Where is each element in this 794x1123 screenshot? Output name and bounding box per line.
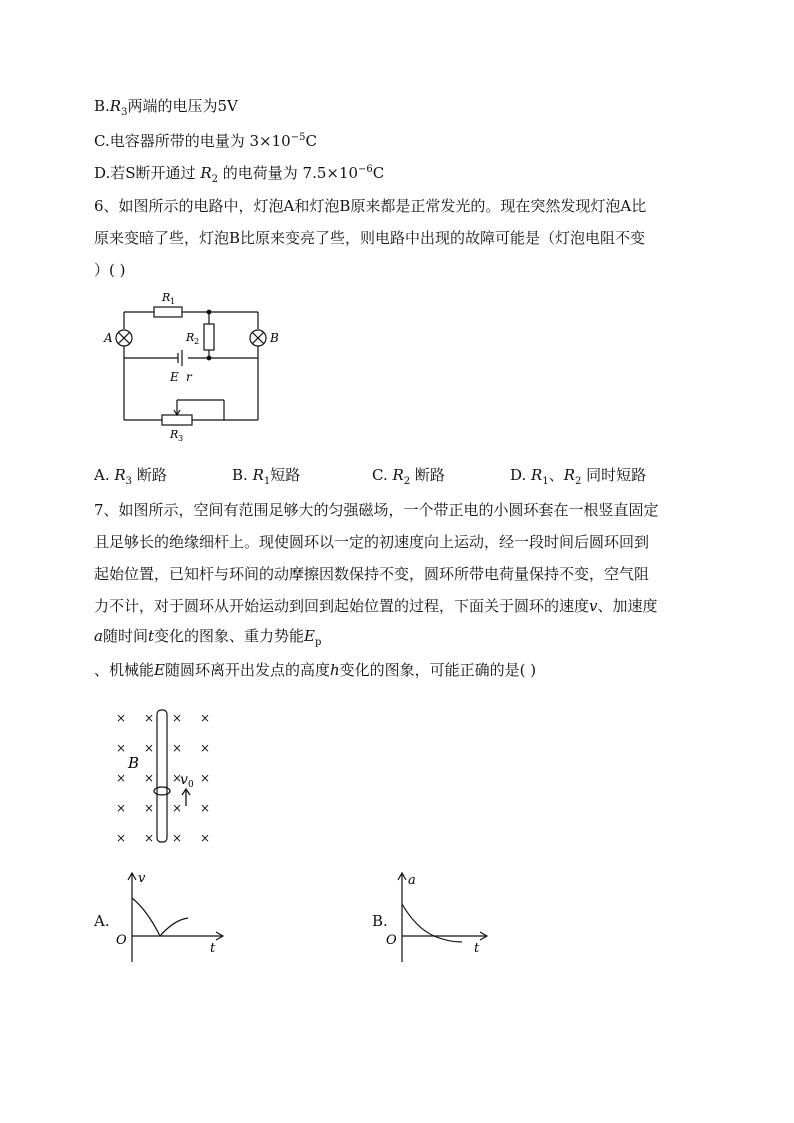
insulating-rod — [157, 710, 167, 842]
field-cross-icon: × — [116, 831, 127, 845]
field-cross-icon: × — [144, 711, 155, 725]
graph-a-x-label: t — [210, 941, 216, 956]
q6-stem-line3: ）( ) — [94, 261, 126, 279]
v0-label: v — [180, 772, 188, 788]
field-cross-icon: × — [200, 831, 211, 845]
q6-option-a[interactable]: A. $R_3$ 断路 — [94, 466, 167, 487]
graph-b-origin: O — [386, 933, 397, 948]
q7-stem-line5: a随时间t变化的图象、重力势能$E_p$ — [94, 627, 322, 648]
field-cross-icon: × — [144, 771, 155, 785]
field-cross-icon: × — [116, 741, 127, 755]
q7-stem-line4: 力不计，对于圆环从开始运动到回到起始位置的过程，下面关于圆环的速度v、加速度 — [94, 597, 658, 615]
q7-stem-line6: 、机械能E随圆环离开出发点的高度h变化的图象，可能正确的是( ) — [94, 661, 537, 679]
q6-circuit-diagram — [96, 286, 296, 446]
r2-label: R — [186, 331, 195, 344]
lamp-b-label: B — [270, 331, 279, 345]
q6-option-b[interactable]: B. $R_1$短路 — [232, 466, 301, 487]
emf-label: E — [170, 370, 179, 384]
q7-stem-line1: 7、如图所示，空间有范围足够大的匀强磁场，一个带正电的小圆环套在一根竖直固定 — [94, 501, 659, 519]
field-cross-icon: × — [116, 801, 127, 815]
field-cross-icon: × — [116, 711, 127, 725]
r2-resistor — [204, 324, 214, 350]
r1-resistor — [154, 307, 182, 317]
internal-resistance-label: r — [186, 370, 192, 384]
graph-a-curve-up — [132, 898, 160, 936]
graph-b-y-label: a — [408, 873, 416, 888]
field-cross-icon: × — [116, 771, 127, 785]
graph-a-origin: O — [116, 933, 127, 948]
field-cross-icon: × — [144, 831, 155, 845]
q5-option-d: D.若S断开通过 $R_2$ 的电荷量为 $7.5\times 10^{-6}C$ — [94, 164, 385, 185]
graph-a — [112, 868, 232, 968]
lamp-a-label: A — [104, 331, 113, 345]
graph-b-x-label: t — [474, 941, 480, 956]
q7-stem-line2: 且足够长的绝缘细杆上。现使圆环以一定的初速度向上运动，经一段时间后圆环回到 — [94, 533, 650, 551]
graph-b — [384, 868, 494, 968]
q7-field-diagram — [108, 706, 228, 846]
field-cross-icon: × — [172, 741, 183, 755]
graph-a-curve-down — [160, 918, 188, 936]
field-cross-icon: × — [172, 711, 183, 725]
r3-sub: 3 — [178, 434, 184, 443]
field-cross-icon: × — [172, 801, 183, 815]
graph-a-option-label[interactable]: A. — [94, 912, 110, 930]
graph-a-y-label: v — [138, 871, 146, 886]
q6-option-c[interactable]: C. $R_2$ 断路 — [372, 466, 445, 487]
q5-option-c: C.电容器所带的电量为 $3\times 10^{-5}C$ — [94, 132, 317, 150]
field-cross-icon: × — [200, 711, 211, 725]
field-cross-icon: × — [144, 741, 155, 755]
q7-stem-line3: 起始位置，已知杆与环间的动摩擦因数保持不变，圆环所带电荷量保持不变，空气阻 — [94, 565, 650, 583]
field-cross-icon: × — [172, 771, 183, 785]
field-cross-icon: × — [200, 741, 211, 755]
r1-sub: 1 — [170, 297, 176, 306]
q6-option-d[interactable]: D. $R_1$、$R_2$ 同时短路 — [510, 466, 647, 487]
field-b-label: B — [128, 754, 140, 772]
q5-option-b: $B.R_3$两端的电压为5V — [94, 97, 238, 118]
v0-sub: 0 — [188, 780, 194, 790]
q6-stem-line1: 6、如图所示的电路中，灯泡A和灯泡B原来都是正常发光的。现在突然发现灯泡A比 — [94, 197, 647, 215]
field-cross-icon: × — [200, 801, 211, 815]
r2-sub: 2 — [194, 337, 200, 346]
graph-b-option-label[interactable]: B. — [372, 912, 388, 930]
field-cross-icon: × — [200, 771, 211, 785]
field-cross-icon: × — [144, 801, 155, 815]
r3-label: R — [170, 428, 179, 441]
r3-rheostat — [162, 415, 192, 425]
q6-stem-line2: 原来变暗了些，灯泡B比原来变亮了些，则电路中出现的故障可能是（灯泡电阻不变 — [94, 229, 646, 247]
field-cross-icon: × — [172, 831, 183, 845]
r1-label: R — [162, 291, 171, 304]
